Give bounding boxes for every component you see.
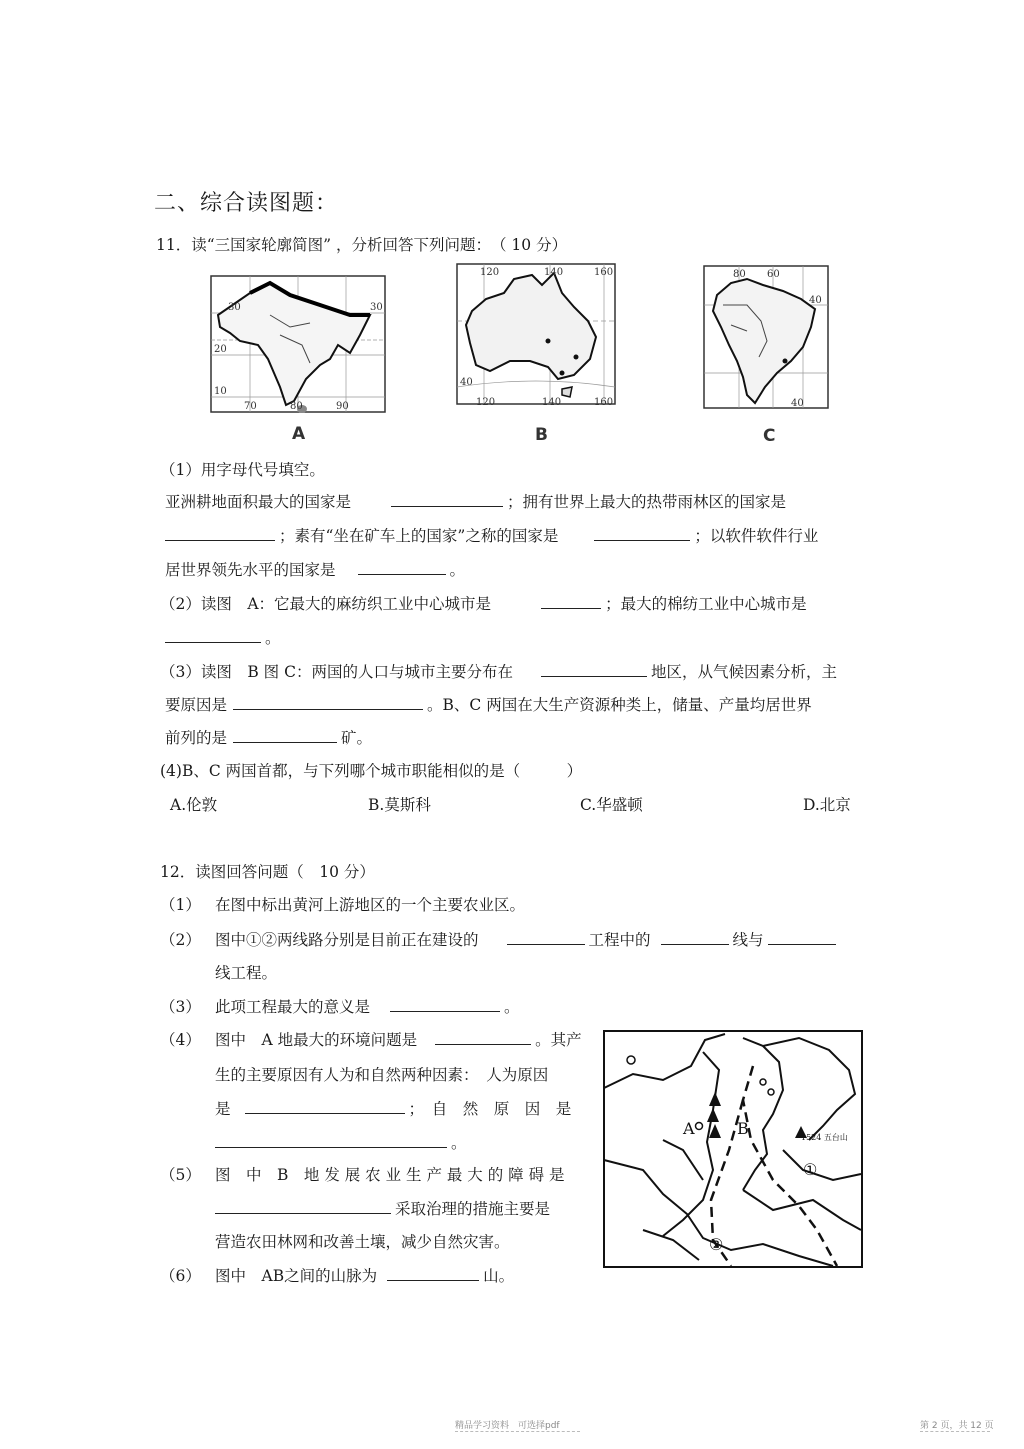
q11-part3-text-b: 地区，从气候因素分析，主 bbox=[650, 663, 837, 681]
q12-item1-num: （1） bbox=[160, 896, 201, 914]
map-a-lat-20: 20 bbox=[214, 344, 227, 355]
map-a-caption: A bbox=[292, 424, 306, 444]
q12-item6-text-a: 图中 AB之间的山脉为 bbox=[215, 1267, 378, 1285]
q11-part1-line2-text-a: ；素有“坐在矿车上的国家”之称的国家是 bbox=[279, 527, 559, 545]
answer-blank-line2[interactable] bbox=[768, 943, 836, 945]
q11-part3-line2 bbox=[165, 693, 812, 715]
q12-header: 12．读图回答问题（ 10 分） bbox=[160, 863, 375, 881]
footer-left: 精品学习资料 可选择pdf bbox=[455, 1418, 580, 1432]
q12-item5-num: （5） bbox=[160, 1166, 201, 1184]
answer-blank-population-area[interactable] bbox=[541, 675, 647, 677]
answer-blank-asia-farmland[interactable] bbox=[391, 505, 503, 507]
footer-right: 第 2 页，共 12 页 bbox=[920, 1418, 990, 1432]
q12-item4-line3 bbox=[215, 1097, 571, 1119]
q12-item4-text-f: 。 bbox=[451, 1134, 467, 1152]
q12-item4-text-e: ； 自 然 原 因 是 bbox=[408, 1100, 572, 1118]
answer-blank-mineral[interactable] bbox=[233, 741, 337, 743]
q12-item3-text-b: 。 bbox=[504, 998, 520, 1016]
answer-blank-climate-reason[interactable] bbox=[233, 708, 423, 710]
answer-blank-obstacle[interactable] bbox=[215, 1212, 391, 1214]
option-d[interactable]: D.北京 bbox=[803, 796, 851, 814]
answer-blank-natural-cause[interactable] bbox=[215, 1146, 447, 1148]
q12-item3-line bbox=[215, 995, 520, 1017]
q11-part4: (4)B、C 两国首都，与下列哪个城市职能相似的是（ ） bbox=[160, 762, 583, 780]
map-north-china bbox=[603, 1030, 863, 1270]
map-b-lat-40: 40 bbox=[460, 377, 473, 388]
map-label-route-1: ① bbox=[803, 1160, 818, 1179]
answer-blank-human-cause[interactable] bbox=[245, 1112, 405, 1114]
q11-header: 11．读“三国家轮廓简图” ，分析回答下列问题： （ 10 分） bbox=[156, 236, 568, 254]
answer-blank-env-problem[interactable] bbox=[435, 1043, 531, 1045]
map-c-lat-40: 40 bbox=[791, 398, 804, 409]
q12-item6-text-b: 山。 bbox=[483, 1267, 515, 1285]
q12-item2-num: （2） bbox=[160, 931, 201, 949]
q11-part3-line1 bbox=[160, 660, 837, 682]
q11-part2-text-c: 。 bbox=[265, 629, 281, 647]
q12-item1-text: 在图中标出黄河上游地区的一个主要农业区。 bbox=[215, 896, 526, 914]
q11-part3-text-f: 矿。 bbox=[341, 729, 373, 747]
q12-item2-text-b: 工程中的 bbox=[588, 931, 651, 949]
map-b-australia bbox=[456, 263, 616, 409]
q11-part3-text-c: 要原因是 bbox=[165, 696, 228, 714]
q12-item2-text-a: 图中①②两线路分别是目前正在建设的 bbox=[215, 931, 479, 949]
map-c-lon-80: 80 bbox=[733, 269, 746, 280]
map-b-caption: B bbox=[535, 425, 548, 445]
q11-part1-line1 bbox=[165, 490, 786, 512]
map-label-route-2: ② bbox=[709, 1235, 724, 1254]
q12-item6-num: （6） bbox=[160, 1267, 201, 1285]
q11-part1-line3-text-b: 。 bbox=[449, 561, 466, 579]
map-a-lat-30-left: 30 bbox=[228, 302, 241, 313]
q12-item3-text-a: 此项工程最大的意义是 bbox=[215, 998, 371, 1016]
map-b-lon-140-top: 140 bbox=[544, 267, 564, 278]
q12-item2-line2: 线工程。 bbox=[215, 964, 278, 982]
q11-part3-text-e: 前列的是 bbox=[165, 729, 228, 747]
map-a-lon-90: 90 bbox=[336, 401, 349, 412]
option-a[interactable]: A.伦敦 bbox=[170, 796, 218, 814]
q12-item4-line2: 生的主要原因有人为和自然两种因素： 人为原因 bbox=[215, 1066, 549, 1084]
map-label-wutaishan: 1524 五台山 bbox=[801, 1133, 848, 1142]
q11-part3-line3 bbox=[165, 726, 372, 748]
q11-part1-heading: （1）用字母代号填空。 bbox=[160, 461, 325, 479]
map-a-lon-70: 70 bbox=[244, 401, 257, 412]
q11-part1-line1-text-a: 亚洲耕地面积最大的国家是 bbox=[165, 493, 352, 511]
q12-item4-text-d: 是 bbox=[215, 1100, 231, 1118]
q11-part1-line2-text-b: ；以软件软件行业 bbox=[694, 527, 819, 545]
q11-part2-text-b: ；最大的棉纺工业中心城市是 bbox=[605, 595, 807, 613]
answer-blank-project[interactable] bbox=[507, 943, 585, 945]
map-c-lon-40: 40 bbox=[809, 295, 822, 306]
option-c[interactable]: C.华盛顿 bbox=[580, 796, 643, 814]
map-b-lon-120: 120 bbox=[476, 397, 496, 408]
q11-part1-line2 bbox=[165, 524, 818, 546]
map-b-lon-140: 140 bbox=[542, 397, 562, 408]
q12-item5-line2 bbox=[215, 1197, 550, 1219]
q12-item5-text-b: 采取治理的措施主要是 bbox=[395, 1200, 551, 1218]
q12-item2-line1 bbox=[215, 928, 840, 950]
q12-item3-num: （3） bbox=[160, 998, 201, 1016]
q11-part2-line1 bbox=[160, 592, 807, 614]
answer-blank-significance[interactable] bbox=[390, 1010, 500, 1012]
q11-part3-text-a: （3）读图 B 图 C：两国的人口与城市主要分布在 bbox=[160, 663, 513, 681]
map-a-lon-80: 80 bbox=[290, 401, 303, 412]
q12-item4-num: （4） bbox=[160, 1031, 201, 1049]
q11-part1-line1-text-b: ；拥有世界上最大的热带雨林区的国家是 bbox=[507, 493, 787, 511]
q12-item4-text-a: 图中 A 地最大的环境问题是 bbox=[215, 1031, 418, 1049]
q11-part1-line3 bbox=[165, 558, 465, 580]
q12-item4-line4 bbox=[215, 1131, 467, 1153]
answer-blank-software[interactable] bbox=[358, 573, 446, 575]
q12-item6-line bbox=[215, 1264, 514, 1286]
answer-blank-jute-city[interactable] bbox=[541, 607, 601, 609]
map-a-lat-10: 10 bbox=[214, 386, 227, 397]
map-b-lon-120-top: 120 bbox=[480, 267, 500, 278]
q12-item5-line1: 图 中 B 地 发 展 农 业 生 产 最 大 的 障 碍 是 bbox=[215, 1166, 565, 1184]
map-c-lon-60: 60 bbox=[767, 269, 780, 280]
q12-item5-line3: 营造农田林网和改善土壤，减少自然灾害。 bbox=[215, 1233, 510, 1251]
option-b[interactable]: B.莫斯科 bbox=[368, 796, 431, 814]
q11-part2-text-a: （2）读图 A：它最大的麻纺织工业中心城市是 bbox=[160, 595, 492, 613]
answer-blank-line1[interactable] bbox=[661, 943, 729, 945]
q11-part1-line3-text-a: 居世界领先水平的国家是 bbox=[165, 561, 336, 579]
answer-blank-rainforest[interactable] bbox=[165, 539, 275, 541]
q12-item4-text-b: 。其产 bbox=[535, 1031, 582, 1049]
map-c-brazil bbox=[703, 265, 829, 411]
answer-blank-mine-cart[interactable] bbox=[594, 539, 690, 541]
q12-item4-line1 bbox=[215, 1028, 582, 1050]
answer-blank-mountain[interactable] bbox=[387, 1279, 479, 1281]
section-title: 二、综合读图题： bbox=[154, 191, 339, 216]
map-a-india bbox=[210, 275, 386, 415]
q12-item2-text-c: 线与 bbox=[732, 931, 764, 949]
q11-part3-text-d: 。B、C 两国在大生产资源种类上，储量、产量均居世界 bbox=[427, 696, 812, 714]
map-label-b: B bbox=[737, 1119, 749, 1138]
map-label-a: A bbox=[683, 1119, 695, 1138]
map-c-caption: C bbox=[763, 426, 776, 446]
answer-blank-cotton-city[interactable] bbox=[165, 641, 261, 643]
map-b-lon-160-top: 160 bbox=[594, 267, 614, 278]
map-b-lon-160: 160 bbox=[594, 397, 614, 408]
map-a-lat-30-right: 30 bbox=[370, 302, 383, 313]
q11-part2-line2 bbox=[165, 626, 281, 648]
